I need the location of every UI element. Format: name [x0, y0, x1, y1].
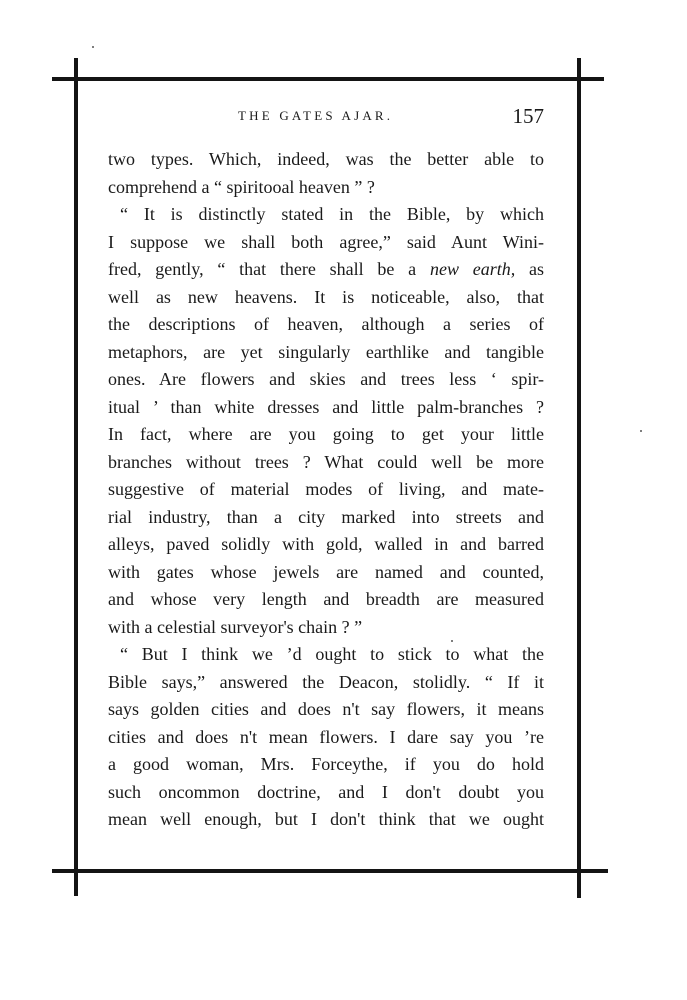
text-line: with a celestial surveyor's chain ? ”: [108, 616, 363, 637]
text-line: [108, 256, 544, 284]
print-speck: [640, 430, 642, 432]
italic-phrase: new earth,: [429, 259, 516, 279]
text-line: metaphors, are yet singularly earthlike and tangible: [108, 341, 544, 362]
body-text: [108, 146, 544, 834]
text-line: comprehend a “ spiritooal heaven ” ?: [108, 176, 375, 197]
text-line: a good woman, Mrs. Forceythe, if you do hold: [108, 754, 544, 774]
text-line: cities and does n't mean flowers. I dare say you ’re: [108, 726, 544, 747]
text-line: branches without trees ? What could well be more: [108, 451, 544, 472]
text-segment: fred, gently, “ that there shall be a: [108, 259, 430, 279]
text-line: well as new heavens. It is noticeable, also, that: [108, 286, 544, 307]
text-line: “ It is distinctly stated in the Bible, by which: [120, 204, 544, 224]
text-line: with gates whose jewels are named and counted,: [108, 561, 544, 582]
text-line: mean well enough, but I don't think that we ought: [108, 809, 544, 829]
print-speck: [451, 640, 453, 642]
right-border-rule: [577, 58, 581, 898]
page-number: 157: [512, 104, 544, 128]
text-line: Bible says,” answered the Deacon, stolidly. “ If it: [108, 671, 544, 692]
top-border-rule: [52, 77, 604, 81]
text-line: two types. Which, indeed, was the better able to: [108, 149, 544, 169]
text-line: rial industry, than a city marked into streets and: [108, 506, 544, 527]
text-line: alleys, paved solidly with gold, walled in and barred: [108, 534, 544, 554]
text-line: says golden cities and does n't say flowers, it means: [108, 699, 544, 719]
text-line: In fact, where are you going to get your little: [108, 424, 544, 444]
text-segment: as: [515, 259, 545, 279]
text-line: itual ’ than white dresses and little palm-branches ?: [108, 396, 544, 417]
text-line: I suppose we shall both agree,” said Aunt Wini-: [108, 231, 544, 252]
text-line: ones. Are flowers and skies and trees less ‘ spir-: [108, 369, 544, 389]
print-speck: [92, 46, 94, 48]
text-line: such oncommon doctrine, and I don't doubt you: [108, 781, 544, 802]
left-border-rule: [74, 58, 78, 896]
running-head: THE GATES AJAR.: [238, 108, 394, 123]
text-line: suggestive of material modes of living, and mate-: [108, 479, 544, 499]
page-header: [108, 106, 544, 132]
text-line: and whose very length and breadth are measured: [108, 589, 544, 609]
text-line: the descriptions of heaven, although a series of: [108, 314, 544, 334]
text-line: “ But I think we ’d ought to stick to what the: [120, 644, 544, 664]
bottom-border-rule: [52, 869, 608, 873]
